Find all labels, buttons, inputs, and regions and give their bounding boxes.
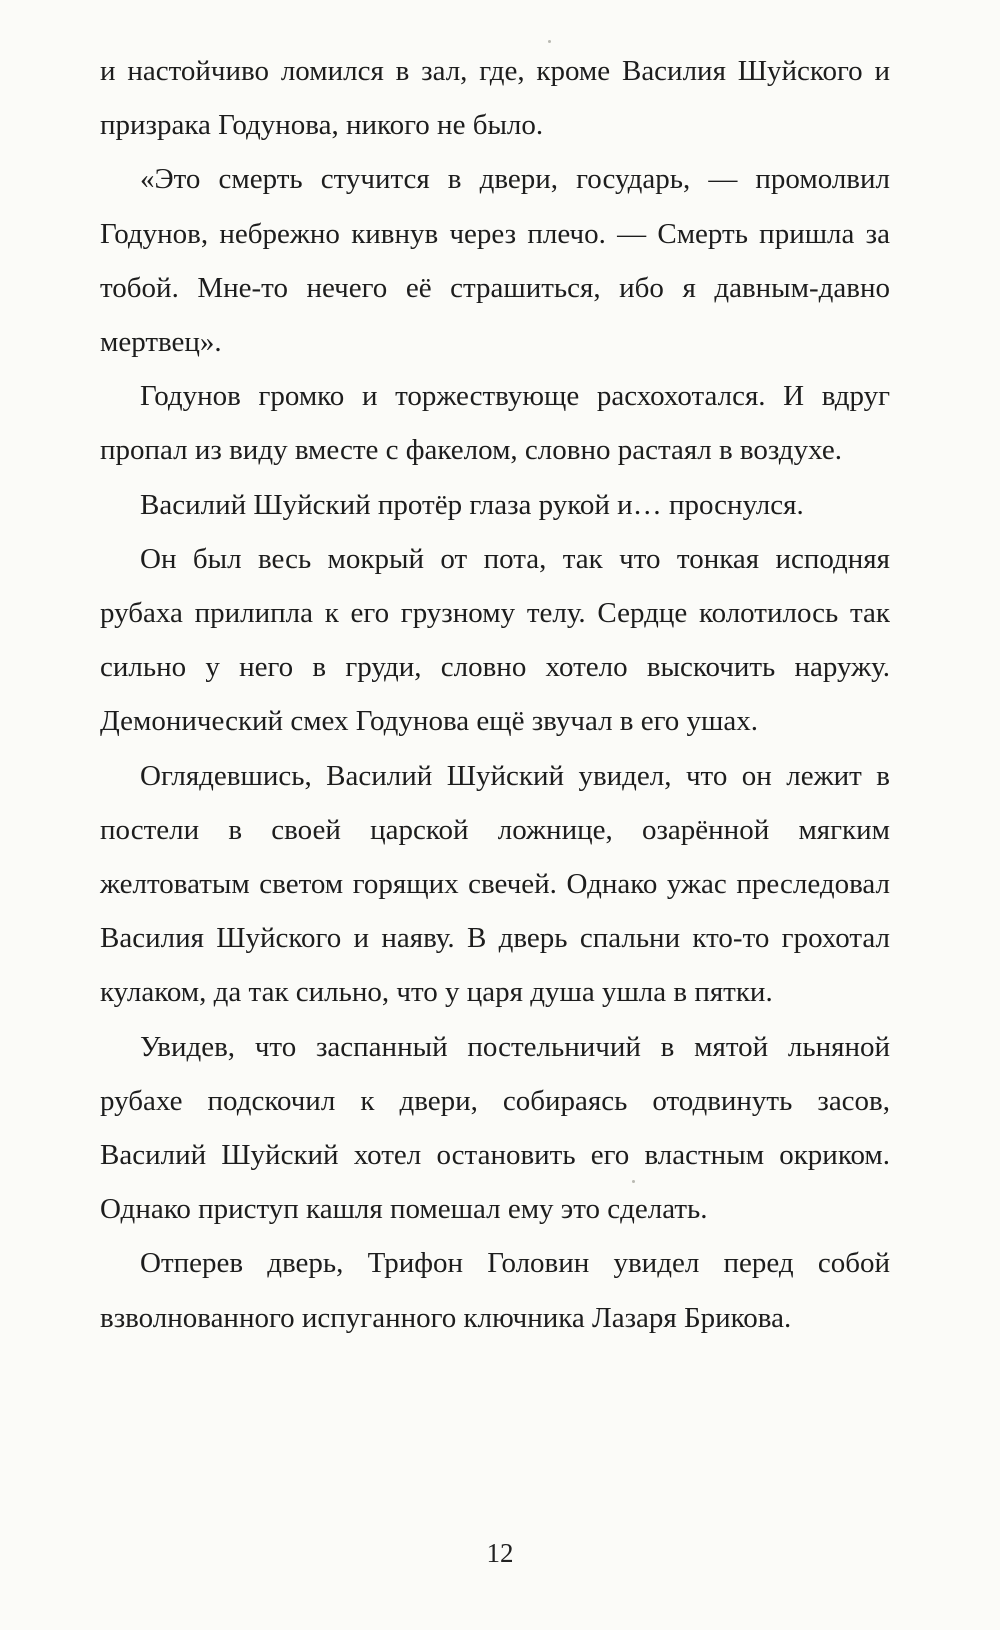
paragraph-8: Отперев дверь, Трифон Головин увидел перед собой взволнованного испуганного ключника Лазаря Брикова. (100, 1247, 890, 1334)
paper-speck (548, 40, 551, 43)
paragraph-1: и настойчиво ломился в зал, где, кроме Василия Шуйского и призрака Годунова, никого не было. (100, 55, 890, 142)
page-number: 12 (486, 1538, 514, 1568)
paragraph-6: Оглядевшись, Василий Шуйский увидел, что он лежит в постели в своей царской ложнице, озарённой мягким желтоватым светом горящих свечей. Однако ужас преследовал Василия Шуйского и наяву. В дверь спальни кто-то грохотал кулаком, да так сильно, что у царя душа ушла в пятки. (100, 759, 890, 1009)
page-text (100, 44, 890, 1345)
paragraph-4: Василий Шуйский протёр глаза рукой и… проснулся. (140, 488, 804, 521)
book-page (100, 44, 890, 1574)
paragraph-7: Увидев, что заспанный постельничий в мятой льняной рубахе подскочил к двери, собираясь отодвинуть засов, Василий Шуйский хотел остановить его властным окриком. Однако приступ кашля помешал ему это сделать. (100, 1030, 890, 1226)
paragraph-2: «Это смерть стучится в двери, государь, — промолвил Годунов, небрежно кивнув через плечо. — Смерть пришла за тобой. Мне-то нечего её страшиться, ибо я давным-давно мертвец». (100, 163, 890, 359)
paper-speck (632, 1180, 635, 1183)
paragraph-3: Годунов громко и торжествующе расхохотался. И вдруг пропал из виду вместе с факелом, словно растаял в воздухе. (100, 380, 890, 467)
paragraph-5: Он был весь мокрый от пота, так что тонкая исподняя рубаха прилипла к его грузному телу. Сердце колотилось так сильно у него в груди, словно хотело выскочить наружу. Демонический смех Годунова ещё звучал в его ушах. (100, 542, 890, 738)
